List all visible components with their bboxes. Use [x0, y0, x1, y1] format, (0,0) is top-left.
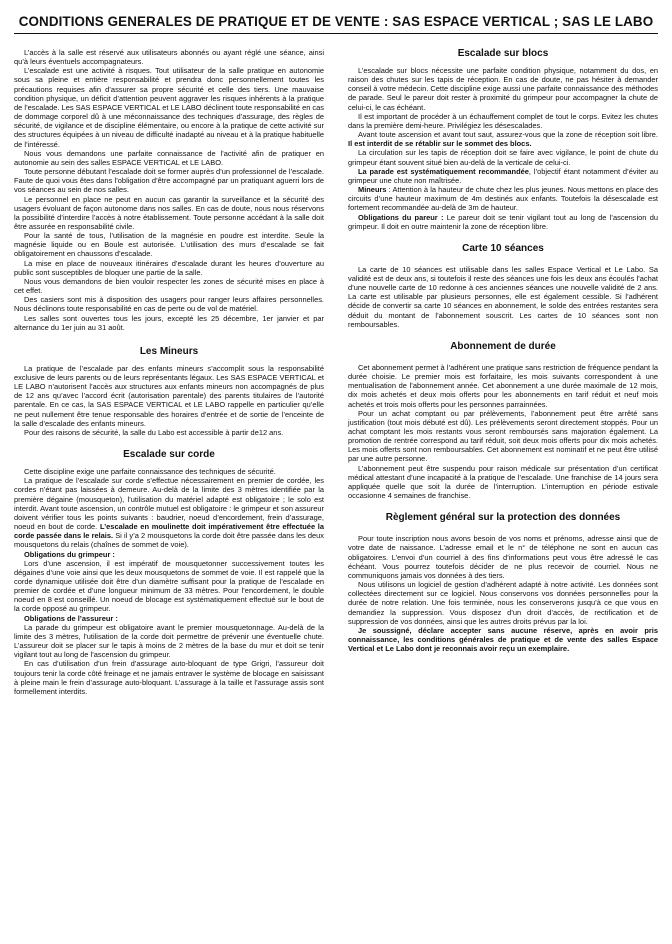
subheading-assureur: Obligations de l’assureur : [24, 613, 118, 623]
text: Le pareur doit se tenir vigilant tout au long de l’ascension du grimpeur. Il doit en outre maintenir la zone de réception libre. [348, 212, 658, 231]
bold-text: Mineurs [358, 185, 387, 195]
section-heading-carte: Carte 10 séances [462, 242, 544, 254]
paragraph: L’escalade sur blocs nécessite une parfaite condition physique, notamment du dos, en raison des chutes sur les tapis de réception. En cas de doute, ne pas hésiter à demander conseil à votre médecin. Cette discipline exige aussi une parfaite connaissance des méthodes de parade. Seul le pareur doit rester à proximité du grimpeur pour accompagner la chute de celui-ci, le cas échéant. [348, 66, 658, 112]
paragraph: Nous vous demandons une parfaite connaissance de l’activité afin de pratiquer en autonomie au sein des salles ESPACE VERTICAL et LE LABO. [14, 148, 324, 167]
paragraph: Des casiers sont mis à disposition des usagers pour ranger leurs affaires personnelles. Nous déclinons toute responsabilité en cas de perte ou de vol de matériel. [14, 295, 324, 314]
paragraph: La circulation sur les tapis de réception doit se faire avec vigilance, le point de chute du grimpeur étant souvent situé bien au-delà de la verticale de celui-ci. [348, 148, 658, 167]
paragraph [14, 476, 324, 549]
text: : Attention à la hauteur de chute chez les plus jeunes. Nous mettons en place des circuits d’une hauteur maximum de 4m destinés aux enfants. Toutefois la désescalade est fortement recommandée au-delà de 3m de hauteur. [348, 185, 658, 213]
paragraph: Pour un achat comptant ou par prélèvements, l’abonnement peut être arrêté sans justification (tout mois débuté est dû). Les prélèvements seront directement stoppés. Pour un achat comptant les mois restants vous seront remboursés sans majoration également. La promotion de rentrée correspond au tarif réduit, soit deux mois offerts pour dix mois achetés. Les mois offerts sont non remboursables. Cet abonnement est nominatif et ne peut être utilisé par une autre personne. [348, 408, 658, 464]
text: Si il y’a 2 mousquetons la corde doit être passée dans les deux mousquetons du relais (chaînes de sommet de voie). [14, 531, 324, 550]
paragraph: Les salles sont ouvertes tous les jours, excepté les 25 décembre, 1er janvier et par alternance du 1er juin au 31 août. [14, 313, 324, 332]
paragraph: Nous vous demandons de bien vouloir respecter les zones de sécurité mises en place à cet effet. [14, 276, 324, 296]
bold-text: La parade est systématiquement recommandée [358, 166, 529, 176]
subheading-grimpeur: Obligations du grimpeur : [24, 549, 115, 559]
document-title: CONDITIONS GENERALES DE PRATIQUE ET DE VENTE : SAS ESPACE VERTICAL ; SAS LE LABO [14, 6, 658, 34]
text: Avant toute ascension et avant tout saut, assurez-vous que la zone de réception soit libre. [358, 130, 658, 140]
paragraph: Pour la santé de tous, l’utilisation de la magnésie en poudre est interdite. Seule la magnésie liquide ou en Boule est autorisée. L’utilisation des murs d’escalade se fait obligatoirement en chaussons d’escalade. [14, 231, 324, 259]
paragraph: Lors d’une ascension, il est impératif de mousquetonner successivement toutes les dégaines d’une voie ainsi que les deux mousquetons de sommet de voie. Il est rappelé que la corde dynamique utilisée doit être d’un diamètre suffisant pour la pratique de l’escalade en premier de cordée et d’une longueur minimum de 33 mètres. Pour l’encordement, le double noeud en 8 est conseillé. Un noeud de blocage est systématiquement effectué sur le bout de la corde opposé au grimpeur. [14, 558, 324, 614]
paragraph: Nous utilisons un logiciel de gestion d’adhérent adapté à notre activité. Les données sont collectées directement sur ce logiciel. Nous conservons vos données personnelles pour la durée de notre relation. Une fois terminée, nous les conserverons jusqu’à ce que vous en demandiez la suppression. Vous disposez d’un droit d’accès, de rectification et de suppression de vos données, ainsi que les autres droits prévus par la loi. [348, 580, 658, 626]
paragraph: L’abonnement peut être suspendu pour raison médicale sur présentation d’un certificat médical attestant d’une incapacité à la pratique de l’escalade. Une franchise de 14 jours sera appliquée quelle que soit la durée de l’interruption. L’interruption en période estivale occasionne 4 semaines de franchise. [348, 463, 658, 501]
paragraph: Cette discipline exige une parfaite connaissance des techniques de sécurité. [24, 467, 276, 477]
section-heading-mineurs: Les Mineurs [139, 345, 199, 357]
paragraph [348, 167, 658, 185]
bold-text: Il est interdit de se rétablir sur le sommet des blocs. [348, 139, 532, 149]
paragraph [348, 213, 658, 231]
paragraph: La mise en place de nouveaux itinéraires d’escalade durant les heures d’ouverture au public sont susceptibles de bloquer une partie de la salle. [14, 258, 324, 277]
paragraph: Cet abonnement permet à l’adhérent une pratique sans restriction de fréquence pendant la durée choisie. Le premier mois est forfaitaire, les mois suivants correspondent à une mentualisation de l’abonnement année. Cet abonnement a une durée maximale de 12 mois, dix mois achetés et deux mois offerts pour les abonnements en tarif réduit et neuf mois achetés et trois mois offerts pour les personnes parrainnées. [348, 362, 658, 409]
paragraph: L’escalade est une activité à risques. Tout utilisateur de la salle pratique en autonomie sous sa pleine et entière responsabilité et prendra donc personnellement toutes les précautions requises afin d’assurer sa propre sécurité et celle des tiers. Une mauvaise condition physique, un déficit d’attention peuvent aggraver les risques inhérents à la pratique de l’escalade. Les SAS ESPACE VERTICAL et LE LABO déclinent toute responsabilité en cas de dommage corporel dû à une méconnaissance des techniques d’assurage, des règles de sécurité, de vigilance et de discipline élémentaire, ou encore à la pratique de cette activité sur des structures équipées à un niveau de difficulté inadapté au niveau et à la pratique habituelle de l’intéressé. [14, 66, 324, 149]
section-heading-abonnement: Abonnement de durée [450, 340, 556, 352]
paragraph: La carte de 10 séances est utilisable dans les salles Espace Vertical et Le Labo. Sa validité est de deux ans, si toutefois il reste des séances une fois les deux ans écoulés l’achat d’une nouvelle carte de 10 redonne à ces anciennes séances une nouvelle validité de 2 ans. La carte est utilisable par plusieurs personnes, elle est également cessible. Si l’adhérent décide de convertir sa carte 10 séances en abonnement, le solde des entrées restantes sera déduit du montant de l’abonnement souscrit. Les cartes de 10 séances sont non remboursables. [348, 264, 658, 329]
paragraph: Pour toute inscription nous avons besoin de vos noms et prénoms, adresse ainsi que de votre date de naissance. L’adresse email et le n° de téléphone ne sont en aucun cas obligatoires. L’envoi d’un courriel à des fins d’informations peut vous être adressé le cas échéant. Vous pourrez toutefois décider de ne plus recevoir de courriel. Nous ne communiquons jamais vos données à des tiers. [348, 534, 658, 580]
paragraph: En cas d’utilisation d’un frein d’assurage auto-bloquant de type Grigri, l’assureur doit toujours tenir la corde côté freinage et ne jamais entraver le système de blocage en saisissant à pleine main le frein d’assurage auto-bloquant. L’assurage à la taille et l’assurage assis sont formellement interdits. [14, 659, 324, 696]
paragraph: Il est important de procéder à un échauffement complet de tout le corps. Evitez les chutes dans la première demi-heure. Privilégiez les désescalades. [348, 111, 658, 130]
section-heading-corde: Escalade sur corde [123, 449, 215, 461]
signature-statement: Je soussigné, déclare accepter sans aucune réserve, après en avoir pris connaissance, les conditions générales de pratique et de vente des salles Espace Vertical et Le Labo dont je reconnais avoir reçu un exemplaire. [348, 625, 658, 654]
section-heading-rgpd: Règlement général sur la protection des données [385, 512, 621, 524]
text: La pratique de l’escalade sur corde s’effectue nécessairement en premier de cordée, les cordes n’étant pas laissées à demeure. Au-delà de la limite des 3 mètres identifiée par la première dégaine (mousqueton), l’utilisation du matériel adapté est obligatoire ; le solo est interdit. Avant toute ascension, un contrôle mutuel est obligatoire : le grimpeur et son assureur doivent vérifier tous les points suivants : baudrier, noeud d’encordement, frein d’assurage, noeud en bout de corde. [14, 476, 324, 532]
left-column [14, 48, 324, 696]
paragraph: La pratique de l’escalade par des enfants mineurs s’accomplit sous la responsabilité exclusive de leurs parents ou de leurs représentants légaux. Les SAS ESPACE VERTICAL et LE LABO n’autorisent l’accès aux structures aux enfants mineurs non accompagnés de plus de 12 ans qu’avec l’accord écrit (autorisation parentale) des parents titulaires de l’autorité parentale. En ce cas, la SAS ESPACE VERTICAL et LE LABO rappelle en particulier qu’elle ne peut nullement être tenue responsable des horaires d’entrée et de sortie de l’enceinte de la salle d’escalade des enfants mineurs. [14, 363, 324, 428]
bold-text: Obligations du pareur : [358, 212, 444, 222]
paragraph [348, 185, 658, 212]
paragraph [348, 130, 658, 148]
text: , l’objectif étant notamment d’éviter au grimpeur une chute non maîtrisée. [348, 166, 659, 185]
paragraph: La parade du grimpeur est obligatoire avant le premier mousquetonnage. Au-delà de la limite des 3 mètres, l’utilisation de la corde doit permettre de prévenir une éventuelle chute. L’assureur doit se placer sur le tapis à moins de 2 mètres de la base du mur et doit se tenir vigilant tout au long de l’ascension du grimpeur. [14, 622, 324, 660]
paragraph: Pour des raisons de sécurité, la salle du Labo est accessible à partir de12 ans. [24, 427, 284, 437]
paragraph: Toute personne débutant l’escalade doit se former auprès d’un professionnel de l’escalade. Faute de quoi vous êtes dans l’obligation d’être accompagné par un pratiquant aguerri lors de vos séances au sein de nos salles. [14, 167, 324, 195]
bold-text: L’escalade en moulinette doit impérativement être effectuée la corde passée dans le relais. [14, 522, 324, 541]
two-columns [14, 48, 658, 696]
paragraph: Le personnel en place ne peut en aucun cas garantir la surveillance et la sécurité des usagers évoluant de façon autonome dans nos salles. En cas de doute, nous nous réservons la possibilité d’interdire l’accès à notre établissement. Toute personne accédant à la salle doit être assurée en responsabilité civile. [14, 194, 324, 231]
right-column [348, 48, 658, 696]
paragraph: L’accès à la salle est réservé aux utilisateurs abonnés ou ayant réglé une séance, ainsi qu’à leurs éventuels accompagnateurs. [14, 48, 324, 67]
section-heading-blocs: Escalade sur blocs [457, 48, 549, 59]
